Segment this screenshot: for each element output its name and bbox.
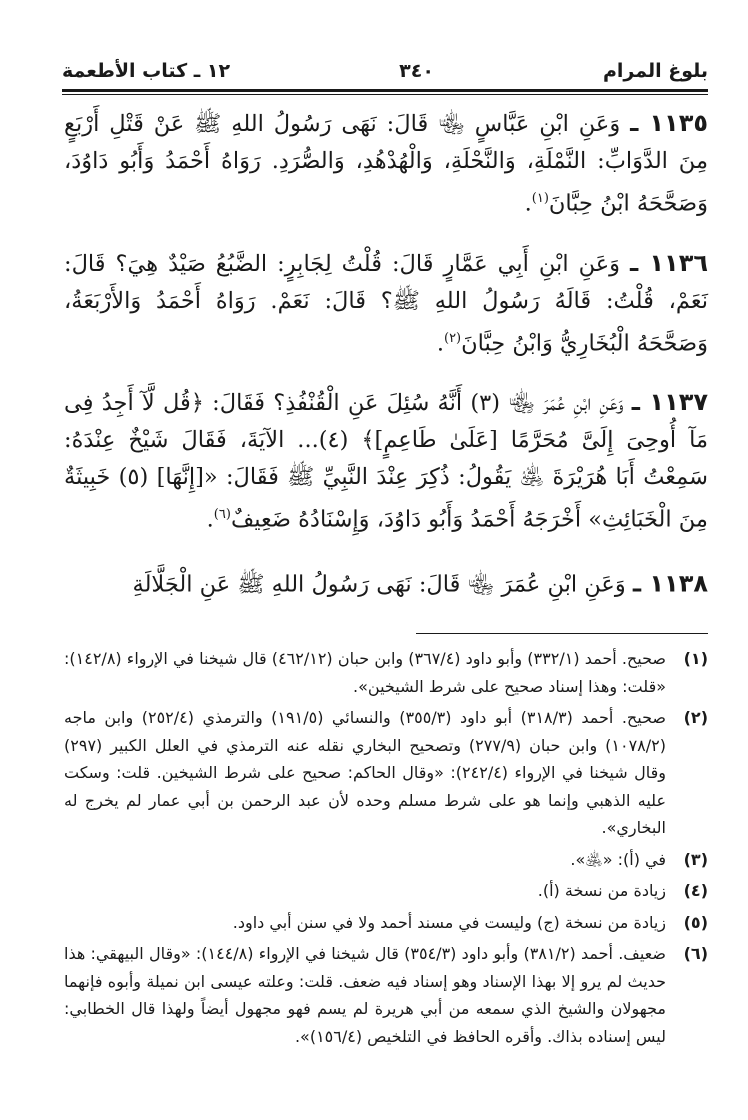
hadith-end: . [206, 506, 214, 533]
hadith-end: . [436, 330, 444, 356]
chapter-title: ١٢ ـ كتاب الأطعمة [62, 60, 231, 82]
footnote-text: ضعيف. أحمد (٣٨١/٢) وأبو داود (٣٥٤/٣) قال شيخنا في الإرواء (١٤٤/٨): «وقال البيهقي: هذا حديث لم يرو إلا بهذا الإسناد وهو إسناد فيه ضعف. قلت: وعلته عيسى ابن نميلة وأبوه فإنهما مجهولان والشيخ الذي سمعه من أبي هريرة لم يسم فهو مجهول أيضاً ولهذا قال الخطابي: ليس إسناده بذاك. وأقره الحافظ في التلخيص (١٥٦/٤)». [64, 944, 666, 1046]
footnote-item [64, 909, 708, 937]
footnote-text: في (أ): «﵁». [570, 849, 666, 869]
footnote-item [64, 846, 708, 874]
footnote-item [64, 877, 708, 905]
hadith-text: وَعَنِ ابْنِ عُمَرَ ﵄ (٣) أَنَّهُ سُئِلَ عَنِ الْقُنْفُذِ؟ فَقَالَ: ﴿قُل لَّآ أَجِدُ فِى مَآ أُوحِىَ إِلَىَّ مُحَرَّمًا [عَلَىٰ طَاعِمٍ]﴾ (٤)... الآيَةَ، فَقَالَ شَيْخٌ عِنْدَهُ: سَمِعْتُ أَبَا هُرَيْرَةَ ﵁ يَقُولُ: ذُكِرَ عِنْدَ النَّبِيِّ ﷺ فَقَالَ: «[إِنَّهَا] (٥) خَبِيثَةٌ مِنَ الْخَبَائِثِ» أَخْرَجَهُ أَحْمَدُ وَأَبُو دَاوُدَ، وَإِسْنَادُهُ ضَعِيفٌ [64, 390, 709, 533]
hadith-number: ١١٣٥ ـ [630, 109, 708, 137]
page-number: ٣٤٠ [399, 60, 434, 82]
footnote-list [64, 645, 708, 1054]
footnote-marker: (٦) [683, 944, 708, 963]
footnote-item [64, 645, 708, 700]
footnote-marker: (٥) [683, 912, 708, 932]
footnote-ref: (٢) [443, 330, 462, 346]
hadith-item [64, 384, 708, 539]
footnote-text: زيادة من نسخة (أ). [537, 881, 666, 900]
hadith-text: وَعَنِ ابْنِ عَبَّاسٍ ﵄ قَالَ: نَهَى رَسُولُ اللهِ ﷺ عَنْ قَتْلِ أَرْبَعٍ مِنَ الدَّوَابِّ: النَّمْلَةِ، وَالنَّحْلَةِ، وَالْهُدْهُدِ، وَالصُّرَدِ. رَوَاهُ أَحْمَدُ وَأَبُو دَاوُدَ، وَصَحَّحَهُ ابْنُ حِبَّانَ [64, 111, 708, 217]
footnote-ref: (٦) [213, 507, 231, 522]
hadith-number: ١١٣٦ ـ [629, 248, 708, 277]
hadith-text: وَعَنِ ابْنِ عُمَرَ ﵄ قَالَ: نَهَى رَسُولُ اللهِ ﷺ عَنِ الْجَلَّالَةِ [132, 571, 626, 597]
footnote-divider [416, 633, 708, 634]
book-title: بلوغ المرام [602, 60, 708, 82]
footnote-item [64, 940, 708, 1050]
footnote-marker: (١) [683, 649, 708, 668]
footnote-ref: (١) [531, 191, 549, 206]
hadith-list [64, 105, 708, 625]
footnote-text: زيادة من نسخة (ج) وليست في مسند أحمد ولا في سنن أبي داود. [232, 912, 666, 932]
page-header [62, 54, 708, 88]
hadith-item [64, 245, 708, 363]
footnote-marker: (٢) [683, 708, 708, 727]
hadith-item [64, 105, 708, 223]
hadith-end: . [524, 190, 532, 217]
hadith-number: ١١٣٧ ـ [631, 388, 709, 416]
header-divider [62, 89, 708, 95]
hadith-item [64, 561, 708, 604]
footnote-text: صحيح. أحمد (٣١٨/٣) أبو داود (٣٥٥/٣) والنسائي (١٩١/٥) والترمذي (٢٥٢/٤) وابن ماجه (١٠٧٨/٢) وابن حبان (٢٧٧/٩) وتصحيح البخاري نقله عنه الترمذي في العلل الكبير (٢٩٧) وقال شيخنا في الإرواء (٢٤٢/٤): «وقال الحاكم: صحيح على شرط الشيخين. قلت: وسكت عليه الذهبي وإنما هو على شرط مسلم وحده لأن عبد الرحمن بن أبي عمار لم يخرج له البخاري». [64, 708, 667, 837]
footnote-marker: (٣) [683, 849, 708, 869]
footnote-item [64, 704, 708, 842]
hadith-text: وَعَنِ ابْنِ أَبِي عَمَّارٍ قَالَ: قُلْتُ لِجَابِرٍ: الضَّبُعُ صَيْدٌ هِيَ؟ قَالَ: نَعَمْ، قُلْتُ: قَالَهُ رَسُولُ اللهِ ﷺ؟ قَالَ: نَعَمْ. رَوَاهُ أَحْمَدُ وَالأَرْبَعَةُ، وَصَحَّحَهُ الْبُخَارِيُّ وَابْنُ حِبَّانَ [64, 250, 708, 356]
footnote-text: صحيح. أحمد (٣٣٢/١) وأبو داود (٣٦٧/٤) وابن حبان (٤٦٢/١٢) قال شيخنا في الإرواء (١٤٢/٨): «قلت: وهذا إسناد صحيح على شرط الشيخين». [64, 649, 667, 696]
footnote-marker: (٤) [683, 881, 708, 900]
hadith-number: ١١٣٨ ـ [632, 569, 708, 597]
